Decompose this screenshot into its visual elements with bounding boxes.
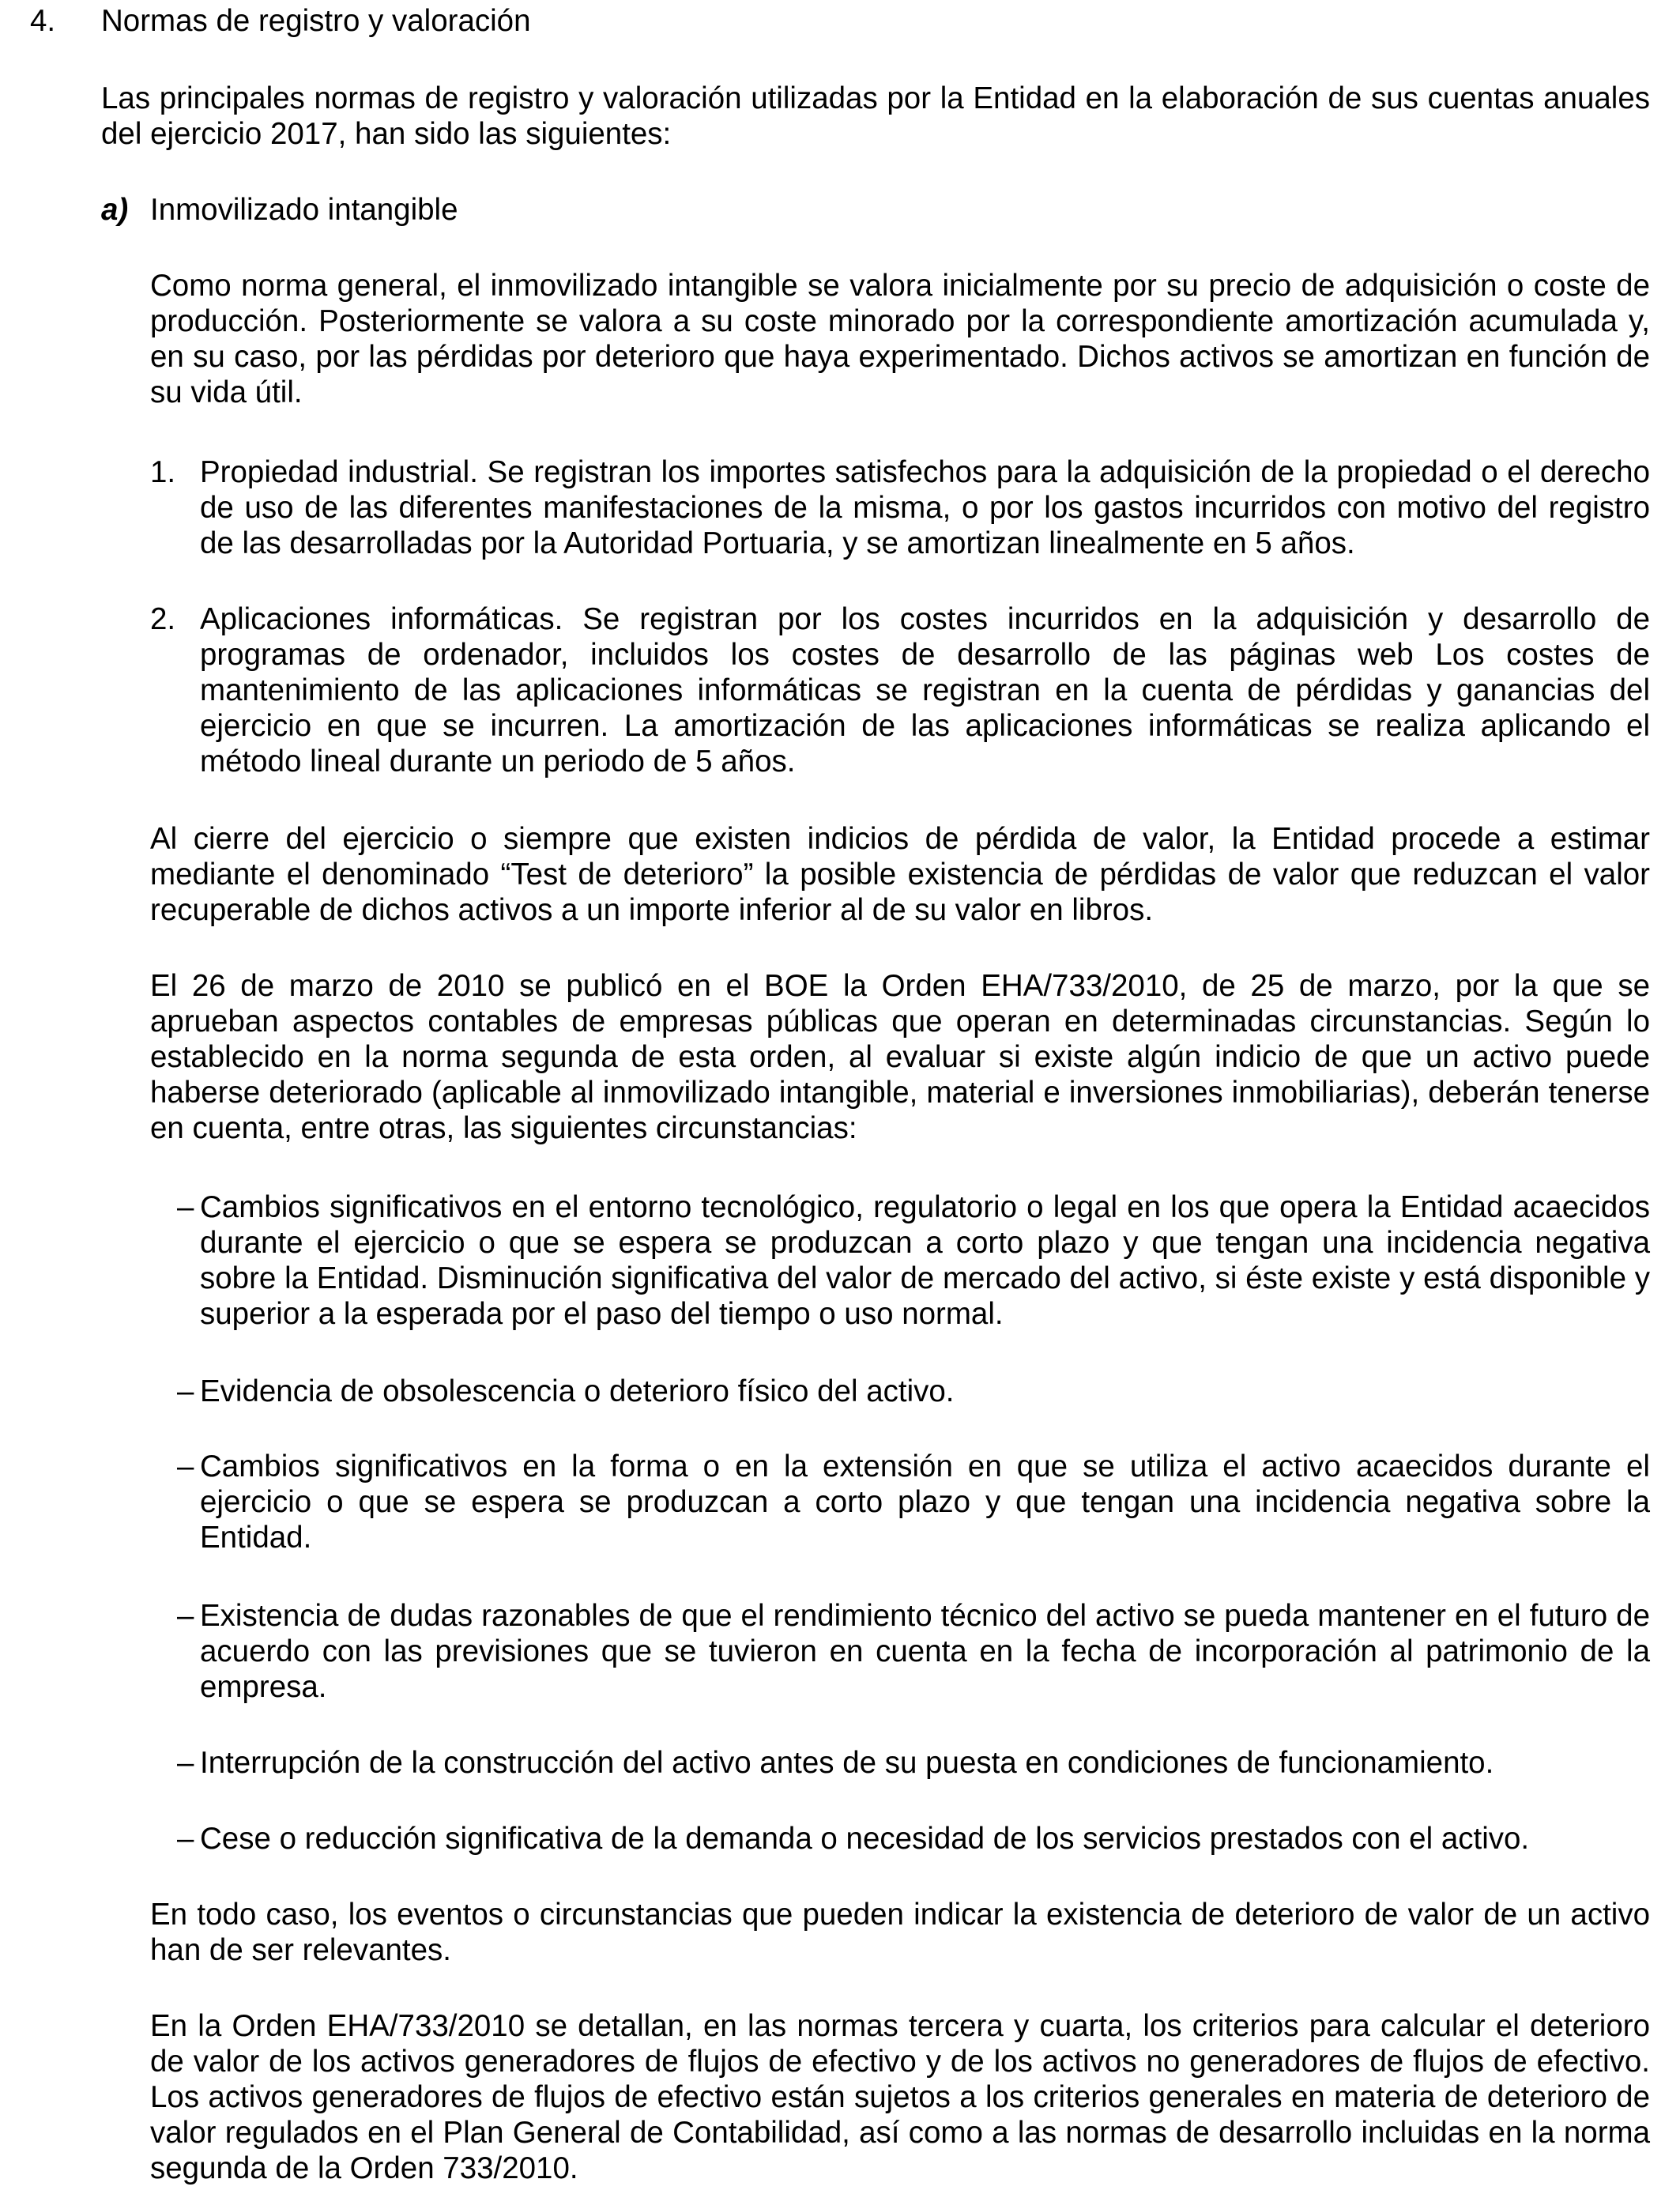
bullet-item: Evidencia de obsolescencia o deterioro físico del activo. xyxy=(200,1374,955,1408)
bullet-dash: – xyxy=(177,1190,194,1224)
bullet-item: Cese o reducción significativa de la demanda o necesidad de los servicios prestados con el activo. xyxy=(200,1822,1530,1856)
paragraph-general: Como norma general, el inmovilizado intangible se valora inicialmente por su precio de adquisición o coste de producción. Posteriormente se valora a su coste minorado por la correspondiente amortización acumulada y, en su caso, por las pérdidas por deterioro que haya experimentado. Dichos activos se amortizan en función de su vida útil. xyxy=(150,269,1650,409)
bullet-dash: – xyxy=(177,1746,194,1780)
paragraph-orden-final: En la Orden EHA/733/2010 se detallan, en las normas tercera y cuarta, los criterios para calcular el deterioro de valor de los activos generadores de flujos de efectivo y de los activos no generadores de flujos de efectivo. Los activos generadores de flujos de efectivo están sujetos a los criterios generales en materia de deterioro de valor regulados en el Plan General de Contabilidad, así como a las normas de desarrollo incluidas en la norma segunda de la Orden 733/2010. xyxy=(150,2009,1650,2185)
numbered-item-text: Aplicaciones informáticas. Se registran por los costes incurridos en la adquisición y desarrollo de programas de ordenador, incluidos los costes de desarrollo de las páginas web Los costes de mantenimiento de las aplicaciones informáticas se registran en la cuenta de pérdidas y ganancias del ejercicio en que se incurren. La amortización de las aplicaciones informáticas se realiza aplicando el método lineal durante un periodo de 5 años. xyxy=(200,602,1650,778)
bullet-item: Interrupción de la construcción del activo antes de su puesta en condiciones de funcionamiento. xyxy=(200,1746,1494,1780)
numbered-item-label: 2. xyxy=(150,602,176,636)
bullet-dash: – xyxy=(177,1374,194,1408)
bullet-item: Cambios significativos en la forma o en la extensión en que se utiliza el activo acaecidos durante el ejercicio o que se espera se produzcan a corto plazo y que tengan una incidencia negativa sobre la Entidad. xyxy=(200,1449,1650,1555)
section-title: Normas de registro y valoración xyxy=(101,4,531,38)
numbered-item-label: 1. xyxy=(150,455,176,489)
paragraph-cierre: Al cierre del ejercicio o siempre que existen indicios de pérdida de valor, la Entidad procede a estimar mediante el denominado “Test de deterioro” la posible existencia de pérdidas de valor que reduzcan el valor recuperable de dichos activos a un importe inferior al de su valor en libros. xyxy=(150,822,1650,927)
bullet-item: Cambios significativos en el entorno tecnológico, regulatorio o legal en los que opera la Entidad acaecidos durante el ejercicio o que se espera se produzcan a corto plazo y que tengan una incidencia negativa sobre la Entidad. Disminución significativa del valor de mercado del activo, si éste existe y está disponible y superior a la esperada por el paso del tiempo o uso normal. xyxy=(200,1190,1650,1331)
subsection-title: Inmovilizado intangible xyxy=(150,193,458,227)
section-number: 4. xyxy=(30,4,56,38)
bullet-dash: – xyxy=(177,1599,194,1633)
bullet-dash: – xyxy=(177,1449,194,1483)
numbered-item-text: Propiedad industrial. Se registran los importes satisfechos para la adquisición de la propiedad o el derecho de uso de las diferentes manifestaciones de la misma, o por los gastos incurridos con motivo del registro de las desarrolladas por la Autoridad Portuaria, y se amortizan linealmente en 5 años. xyxy=(200,455,1650,560)
subsection-label: a) xyxy=(101,193,129,227)
intro-paragraph: Las principales normas de registro y valoración utilizadas por la Entidad en la elaboración de sus cuentas anuales del ejercicio 2017, han sido las siguientes: xyxy=(101,81,1650,151)
bullet-item: Existencia de dudas razonables de que el rendimiento técnico del activo se pueda mantener en el futuro de acuerdo con las previsiones que se tuvieron en cuenta en la fecha de incorporación al patrimonio de la empresa. xyxy=(200,1599,1650,1704)
paragraph-orden: El 26 de marzo de 2010 se publicó en el BOE la Orden EHA/733/2010, de 25 de marzo, por la que se aprueban aspectos contables de empresas públicas que operan en determinadas circunstancias. Según lo establecido en la norma segunda de esta orden, al evaluar si existe algún indicio de que un activo puede haberse deteriorado (aplicable al inmovilizado intangible, material e inversiones inmobiliarias), deberán tenerse en cuenta, entre otras, las siguientes circunstancias: xyxy=(150,969,1650,1145)
paragraph-todo-caso: En todo caso, los eventos o circunstancias que pueden indicar la existencia de deterioro de valor de un activo han de ser relevantes. xyxy=(150,1898,1650,1967)
bullet-dash: – xyxy=(177,1822,194,1856)
